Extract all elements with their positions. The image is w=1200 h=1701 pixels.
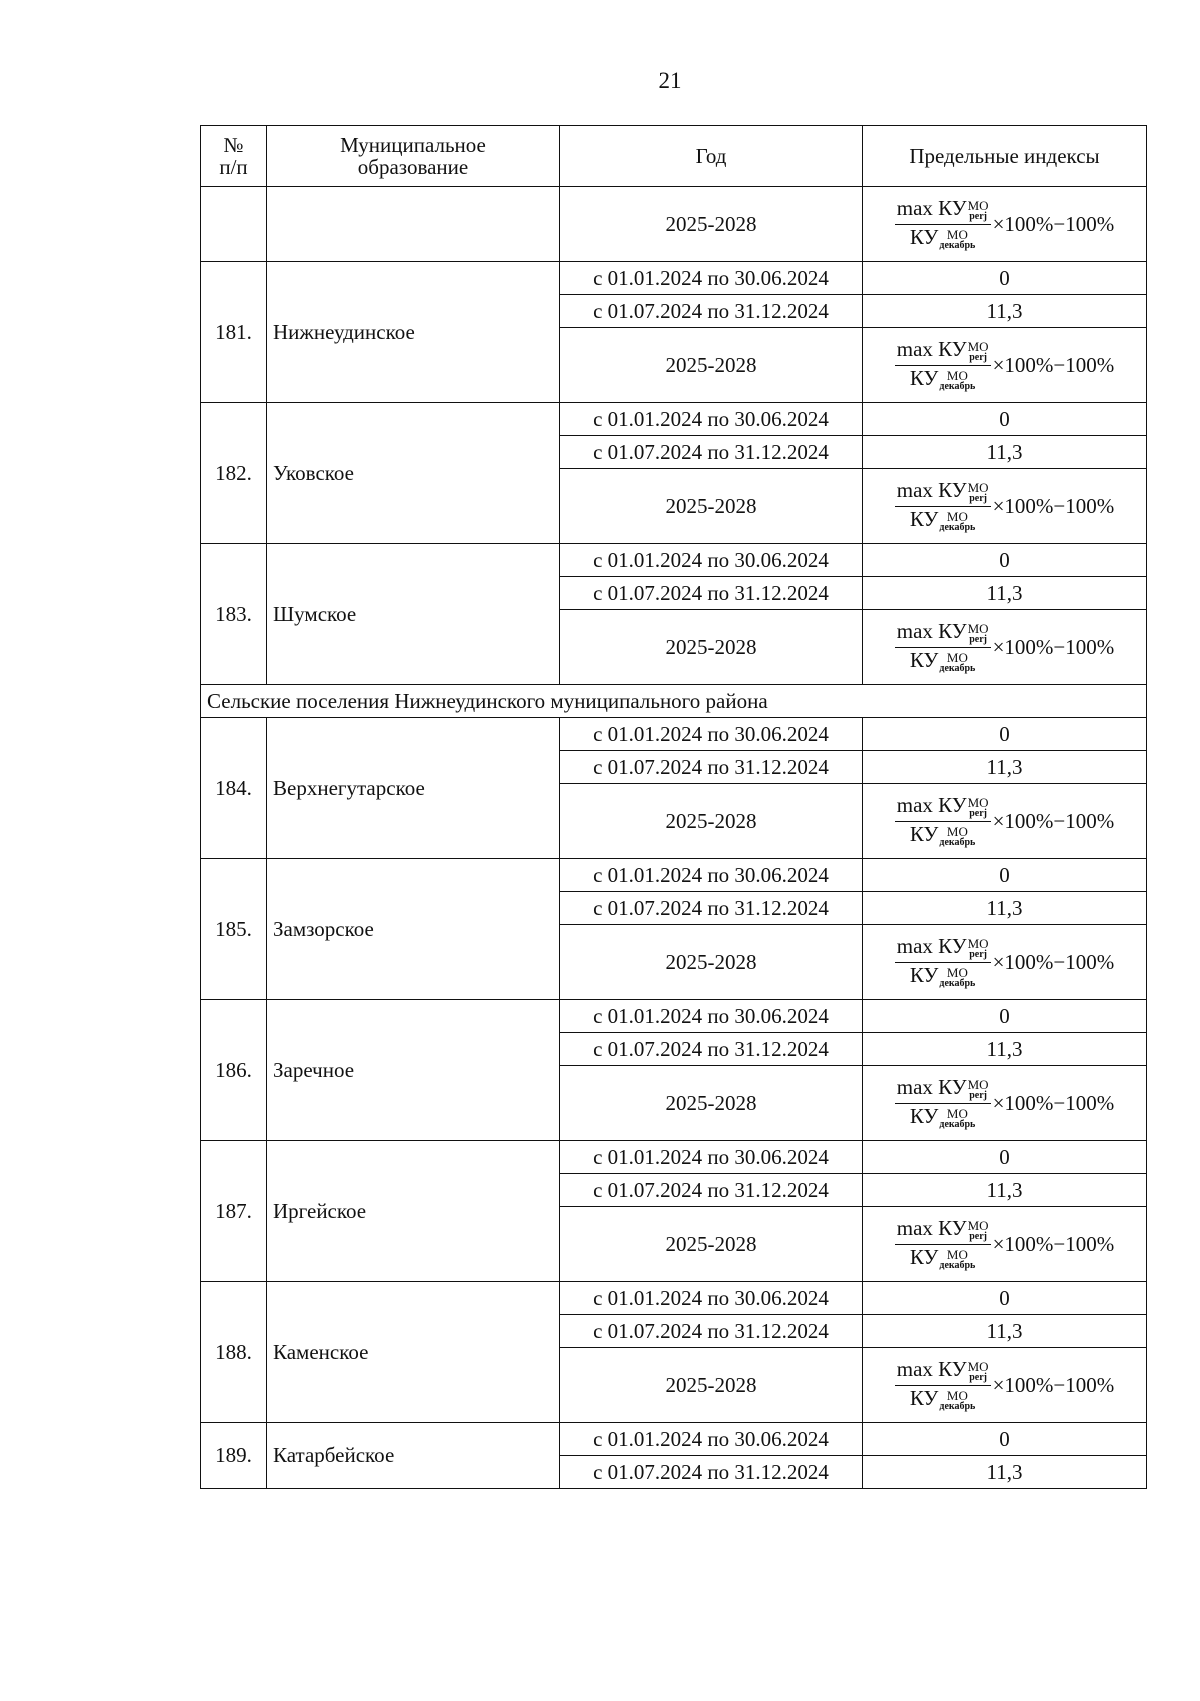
formula-ky: КУ bbox=[909, 963, 939, 987]
formula-sub-dec: декабрь bbox=[939, 977, 976, 989]
formula-sup-mo: МО bbox=[946, 226, 968, 242]
cell-value-2: 11,3 bbox=[863, 1033, 1147, 1066]
formula-denominator bbox=[908, 225, 977, 251]
row-municipality: Заречное bbox=[267, 1000, 560, 1141]
cell-num-empty bbox=[201, 187, 267, 262]
formula-denominator bbox=[908, 1104, 977, 1130]
formula-sup-mo: МО bbox=[967, 621, 989, 636]
formula-sup-mo: МО bbox=[967, 1218, 989, 1233]
cell-period-2: с 01.07.2024 по 31.12.2024 bbox=[560, 1033, 863, 1066]
cell-value-1: 0 bbox=[863, 718, 1147, 751]
formula-sub-dec: декабрь bbox=[939, 521, 976, 533]
header-num bbox=[201, 126, 267, 187]
cell-period-1: с 01.01.2024 по 30.06.2024 bbox=[560, 1141, 863, 1174]
formula bbox=[895, 479, 1115, 532]
cell-value-1: 0 bbox=[863, 859, 1147, 892]
formula bbox=[895, 620, 1115, 673]
formula-numerator bbox=[895, 338, 991, 366]
formula-tail: ×100%−100% bbox=[992, 1090, 1115, 1115]
cell-value-1: 0 bbox=[863, 1141, 1147, 1174]
formula-ky: КУ bbox=[909, 507, 939, 531]
cell-period-1: с 01.01.2024 по 30.06.2024 bbox=[560, 859, 863, 892]
row-municipality: Уковское bbox=[267, 403, 560, 544]
formula-sub-dec: декабрь bbox=[939, 380, 976, 392]
formula-supsub bbox=[968, 340, 989, 363]
row-number: 181. bbox=[201, 262, 267, 403]
formula-max-ky: max КУ bbox=[896, 1216, 967, 1241]
formula-sup-mo: МО bbox=[946, 1387, 968, 1403]
formula-numerator bbox=[895, 197, 991, 225]
formula-numerator bbox=[895, 794, 991, 822]
cell-period-3: 2025-2028 bbox=[560, 1066, 863, 1141]
cell-period-1: с 01.01.2024 по 30.06.2024 bbox=[560, 1000, 863, 1033]
formula-max-ky: max КУ bbox=[896, 934, 967, 959]
formula-sub-perj: perj bbox=[969, 808, 987, 819]
formula-supsub bbox=[939, 966, 975, 989]
cell-value-2: 11,3 bbox=[863, 1174, 1147, 1207]
formula-sub-perj: perj bbox=[969, 211, 987, 222]
formula-tail: ×100%−100% bbox=[992, 493, 1115, 518]
formula-ky: КУ bbox=[909, 648, 939, 672]
row-number: 182. bbox=[201, 403, 267, 544]
formula-supsub bbox=[939, 228, 975, 251]
formula-ky: КУ bbox=[909, 822, 939, 846]
formula-denominator bbox=[908, 1386, 977, 1412]
cell-formula bbox=[863, 187, 1147, 262]
formula-denominator bbox=[908, 963, 977, 989]
cell-value-2: 11,3 bbox=[863, 892, 1147, 925]
cell-formula bbox=[863, 610, 1147, 685]
cell-period-3: 2025-2028 bbox=[560, 925, 863, 1000]
formula-denominator bbox=[908, 507, 977, 533]
row-number: 183. bbox=[201, 544, 267, 685]
formula bbox=[895, 197, 1115, 250]
table-row bbox=[201, 403, 1147, 436]
row-municipality: Иргейское bbox=[267, 1141, 560, 1282]
formula-ky: КУ bbox=[909, 366, 939, 390]
cell-value-1: 0 bbox=[863, 403, 1147, 436]
formula-max-ky: max КУ bbox=[896, 793, 967, 818]
formula-numerator bbox=[895, 1358, 991, 1386]
formula-ky: КУ bbox=[909, 1104, 939, 1128]
cell-period-3: 2025-2028 bbox=[560, 610, 863, 685]
row-number: 187. bbox=[201, 1141, 267, 1282]
cell-period-1: с 01.01.2024 по 30.06.2024 bbox=[560, 1423, 863, 1456]
formula-fraction bbox=[895, 338, 991, 391]
cell-period-1: с 01.01.2024 по 30.06.2024 bbox=[560, 544, 863, 577]
formula-fraction bbox=[895, 794, 991, 847]
cell-period-2: с 01.07.2024 по 31.12.2024 bbox=[560, 751, 863, 784]
cell-period-3: 2025-2028 bbox=[560, 1207, 863, 1282]
formula-supsub bbox=[939, 1107, 975, 1130]
formula-max-ky: max КУ bbox=[896, 196, 967, 221]
formula-sub-dec: декабрь bbox=[939, 836, 976, 848]
formula-max-ky: max КУ bbox=[896, 478, 967, 503]
cell-value-2: 11,3 bbox=[863, 1456, 1147, 1489]
row-number: 186. bbox=[201, 1000, 267, 1141]
formula-supsub bbox=[968, 1078, 989, 1101]
formula-supsub bbox=[968, 796, 989, 819]
table-row bbox=[201, 859, 1147, 892]
formula-denominator bbox=[908, 648, 977, 674]
formula-supsub bbox=[939, 1248, 975, 1271]
cell-period-1: с 01.01.2024 по 30.06.2024 bbox=[560, 403, 863, 436]
formula-numerator bbox=[895, 1217, 991, 1245]
formula-sub-perj: perj bbox=[969, 1372, 987, 1383]
formula bbox=[895, 1076, 1115, 1129]
formula-supsub bbox=[968, 481, 989, 504]
cell-name-empty bbox=[267, 187, 560, 262]
cell-period-1: с 01.01.2024 по 30.06.2024 bbox=[560, 1282, 863, 1315]
formula-numerator bbox=[895, 479, 991, 507]
formula-sup-mo: МО bbox=[946, 508, 968, 524]
formula-sub-dec: декабрь bbox=[939, 1400, 976, 1412]
formula-sup-mo: МО bbox=[967, 198, 989, 213]
formula-sup-mo: МО bbox=[967, 936, 989, 951]
formula-denominator bbox=[908, 366, 977, 392]
formula-tail: ×100%−100% bbox=[992, 808, 1115, 833]
formula-fraction bbox=[895, 1217, 991, 1270]
cell-formula bbox=[863, 1207, 1147, 1282]
page-number: 21 bbox=[658, 68, 682, 93]
formula-ky: КУ bbox=[909, 1245, 939, 1269]
table-row-continuation bbox=[201, 187, 1147, 262]
cell-formula bbox=[863, 328, 1147, 403]
cell-formula bbox=[863, 784, 1147, 859]
formula-sup-mo: МО bbox=[967, 480, 989, 495]
formula-fraction bbox=[895, 620, 991, 673]
table-row bbox=[201, 262, 1147, 295]
table-row bbox=[201, 1423, 1147, 1456]
formula-supsub bbox=[939, 510, 975, 533]
cell-value-1: 0 bbox=[863, 1282, 1147, 1315]
cell-period-3: 2025-2028 bbox=[560, 187, 863, 262]
formula-denominator bbox=[908, 822, 977, 848]
row-municipality: Катарбейское bbox=[267, 1423, 560, 1489]
cell-value-2: 11,3 bbox=[863, 751, 1147, 784]
cell-period-3: 2025-2028 bbox=[560, 1348, 863, 1423]
cell-formula bbox=[863, 925, 1147, 1000]
formula-supsub bbox=[939, 651, 975, 674]
formula-tail: ×100%−100% bbox=[992, 352, 1115, 377]
cell-period-2: с 01.07.2024 по 31.12.2024 bbox=[560, 577, 863, 610]
indices-table bbox=[200, 125, 1147, 1489]
formula-sub-dec: декабрь bbox=[939, 1118, 976, 1130]
header-municipality-text: Муниципальное образование bbox=[340, 132, 486, 179]
formula-fraction bbox=[895, 197, 991, 250]
cell-formula bbox=[863, 469, 1147, 544]
table-row bbox=[201, 1000, 1147, 1033]
formula-sup-mo: МО bbox=[967, 1359, 989, 1374]
row-municipality: Каменское bbox=[267, 1282, 560, 1423]
formula-supsub bbox=[968, 937, 989, 960]
formula-sub-perj: perj bbox=[969, 1090, 987, 1101]
table-header-row bbox=[201, 126, 1147, 187]
formula-max-ky: max КУ bbox=[896, 619, 967, 644]
formula-max-ky: max КУ bbox=[896, 1075, 967, 1100]
cell-period-2: с 01.07.2024 по 31.12.2024 bbox=[560, 1315, 863, 1348]
cell-period-3: 2025-2028 bbox=[560, 328, 863, 403]
row-number: 188. bbox=[201, 1282, 267, 1423]
cell-period-2: с 01.07.2024 по 31.12.2024 bbox=[560, 436, 863, 469]
cell-period-2: с 01.07.2024 по 31.12.2024 bbox=[560, 1456, 863, 1489]
cell-period-2: с 01.07.2024 по 31.12.2024 bbox=[560, 892, 863, 925]
cell-value-1: 0 bbox=[863, 1423, 1147, 1456]
row-municipality: Шумское bbox=[267, 544, 560, 685]
formula-numerator bbox=[895, 620, 991, 648]
table-row bbox=[201, 1282, 1147, 1315]
formula-sup-mo: МО bbox=[946, 649, 968, 665]
formula-sup-mo: МО bbox=[946, 823, 968, 839]
row-municipality: Верхнегутарское bbox=[267, 718, 560, 859]
cell-period-3: 2025-2028 bbox=[560, 784, 863, 859]
header-num-text: № п/п bbox=[219, 132, 248, 179]
cell-value-2: 11,3 bbox=[863, 1315, 1147, 1348]
formula-sub-dec: декабрь bbox=[939, 662, 976, 674]
formula-sub-perj: perj bbox=[969, 352, 987, 363]
row-municipality: Замзорское bbox=[267, 859, 560, 1000]
formula-sup-mo: МО bbox=[946, 1105, 968, 1121]
formula bbox=[895, 935, 1115, 988]
cell-period-2: с 01.07.2024 по 31.12.2024 bbox=[560, 1174, 863, 1207]
table-row bbox=[201, 1141, 1147, 1174]
formula-sub-dec: декабрь bbox=[939, 1259, 976, 1271]
formula bbox=[895, 338, 1115, 391]
cell-value-2: 11,3 bbox=[863, 436, 1147, 469]
formula-supsub bbox=[968, 1219, 989, 1242]
cell-formula bbox=[863, 1066, 1147, 1141]
formula-fraction bbox=[895, 1076, 991, 1129]
formula-numerator bbox=[895, 935, 991, 963]
formula-sub-perj: perj bbox=[969, 493, 987, 504]
section-title: Сельские поселения Нижнеудинского муниципального района bbox=[201, 685, 1147, 718]
formula-max-ky: max КУ bbox=[896, 337, 967, 362]
formula-sup-mo: МО bbox=[946, 367, 968, 383]
formula-fraction bbox=[895, 1358, 991, 1411]
formula-sup-mo: МО bbox=[967, 339, 989, 354]
formula-ky: КУ bbox=[909, 1386, 939, 1410]
formula-supsub bbox=[939, 825, 975, 848]
cell-value-1: 0 bbox=[863, 1000, 1147, 1033]
cell-formula bbox=[863, 1348, 1147, 1423]
table-row bbox=[201, 718, 1147, 751]
formula bbox=[895, 1358, 1115, 1411]
cell-period-1: с 01.01.2024 по 30.06.2024 bbox=[560, 718, 863, 751]
formula-tail: ×100%−100% bbox=[992, 1372, 1115, 1397]
formula-tail: ×100%−100% bbox=[992, 634, 1115, 659]
formula-sup-mo: МО bbox=[967, 1077, 989, 1092]
formula-sub-dec: декабрь bbox=[939, 239, 976, 251]
formula-max-ky: max КУ bbox=[896, 1357, 967, 1382]
formula-tail: ×100%−100% bbox=[992, 211, 1115, 236]
formula-denominator bbox=[908, 1245, 977, 1271]
formula bbox=[895, 1217, 1115, 1270]
formula-numerator bbox=[895, 1076, 991, 1104]
formula-supsub bbox=[968, 199, 989, 222]
formula-ky: КУ bbox=[909, 225, 939, 249]
table-row bbox=[201, 544, 1147, 577]
formula-supsub bbox=[939, 369, 975, 392]
formula bbox=[895, 794, 1115, 847]
formula-supsub bbox=[968, 622, 989, 645]
formula-tail: ×100%−100% bbox=[992, 1231, 1115, 1256]
header-index: Предельные индексы bbox=[863, 126, 1147, 187]
formula-supsub bbox=[968, 1360, 989, 1383]
formula-sub-perj: perj bbox=[969, 1231, 987, 1242]
cell-value-1: 0 bbox=[863, 262, 1147, 295]
formula-fraction bbox=[895, 935, 991, 988]
formula-sub-perj: perj bbox=[969, 949, 987, 960]
row-number: 189. bbox=[201, 1423, 267, 1489]
cell-period-2: с 01.07.2024 по 31.12.2024 bbox=[560, 295, 863, 328]
formula-supsub bbox=[939, 1389, 975, 1412]
header-year: Год bbox=[560, 126, 863, 187]
formula-sup-mo: МО bbox=[946, 964, 968, 980]
section-row bbox=[201, 685, 1147, 718]
formula-sup-mo: МО bbox=[967, 795, 989, 810]
formula-tail: ×100%−100% bbox=[992, 949, 1115, 974]
cell-value-1: 0 bbox=[863, 544, 1147, 577]
formula-sub-perj: perj bbox=[969, 634, 987, 645]
cell-period-3: 2025-2028 bbox=[560, 469, 863, 544]
formula-fraction bbox=[895, 479, 991, 532]
row-municipality: Нижнеудинское bbox=[267, 262, 560, 403]
row-number: 185. bbox=[201, 859, 267, 1000]
cell-period-1: с 01.01.2024 по 30.06.2024 bbox=[560, 262, 863, 295]
header-municipality bbox=[267, 126, 560, 187]
row-number: 184. bbox=[201, 718, 267, 859]
formula-sup-mo: МО bbox=[946, 1246, 968, 1262]
cell-value-2: 11,3 bbox=[863, 295, 1147, 328]
cell-value-2: 11,3 bbox=[863, 577, 1147, 610]
